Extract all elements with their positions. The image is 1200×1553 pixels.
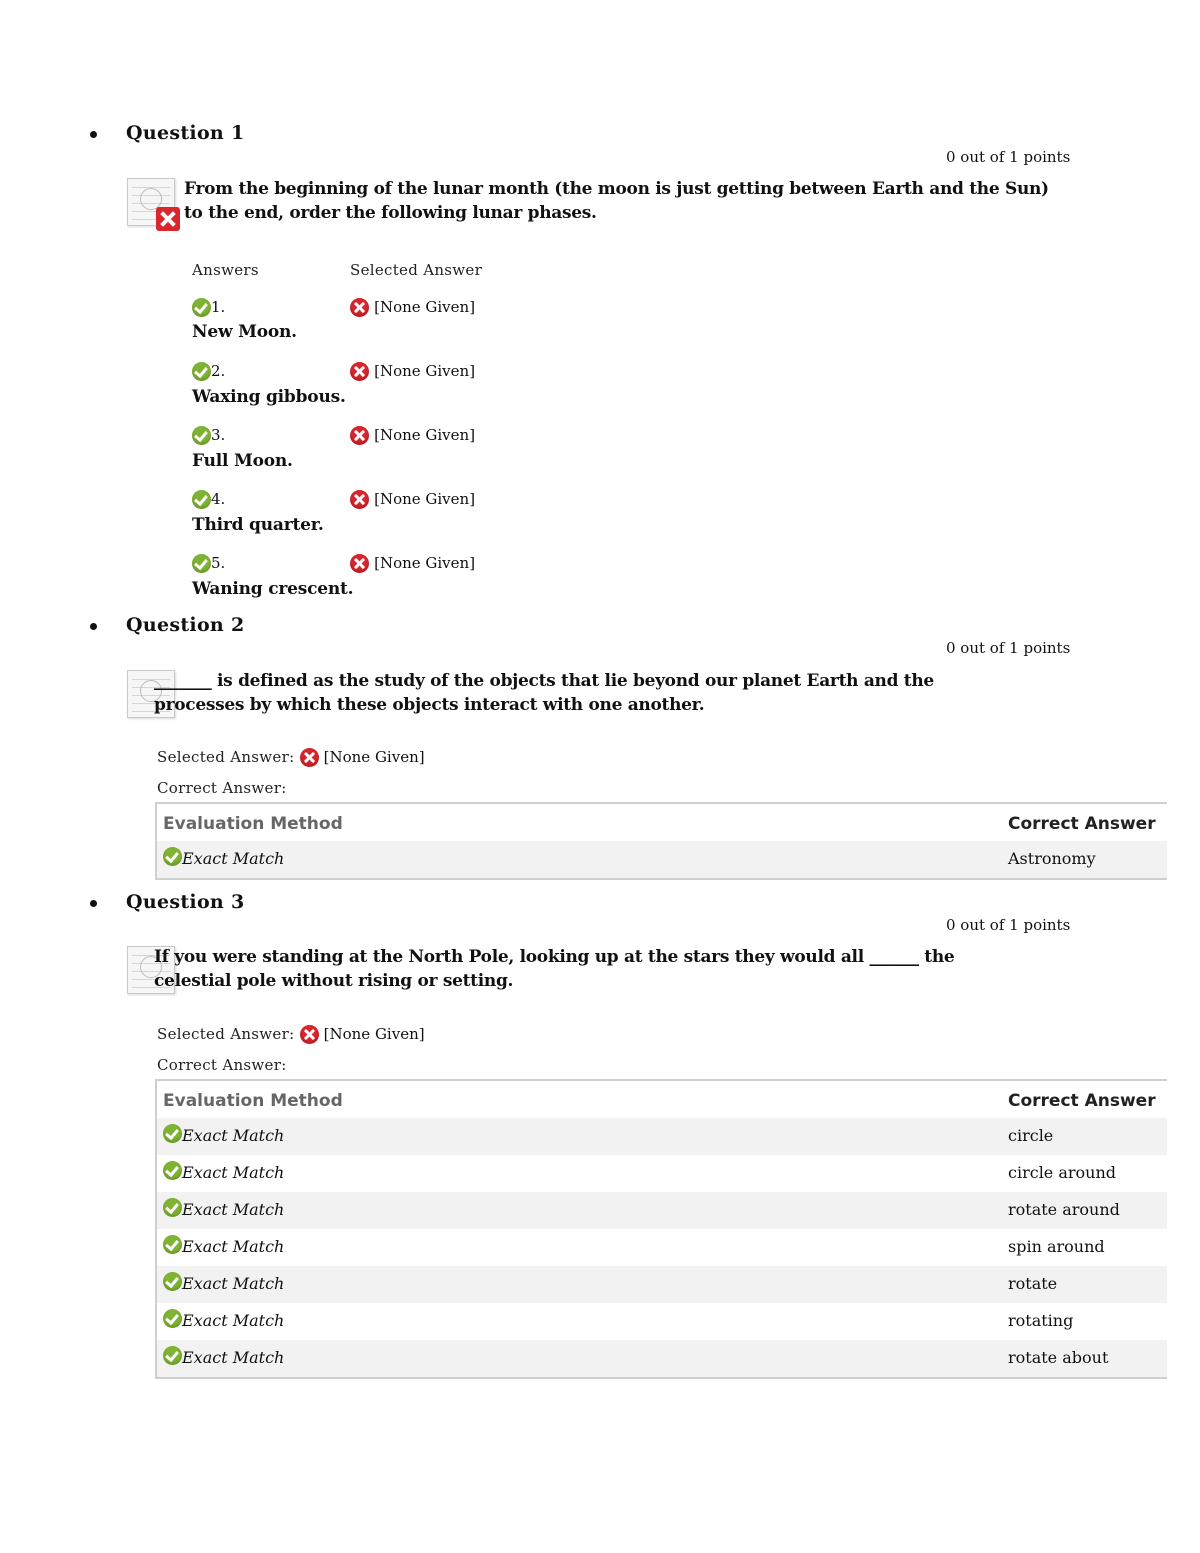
table-row	[157, 841, 1167, 878]
check-circle-icon	[163, 1124, 182, 1143]
selected-answer-value: [None Given]	[323, 1025, 425, 1043]
method-value: Exact Match	[182, 1126, 285, 1145]
table-row	[157, 1340, 1167, 1377]
question-points: 0 out of 1 points	[946, 916, 1071, 934]
method-cell	[163, 1237, 284, 1257]
check-circle-icon	[192, 426, 211, 445]
method-value: Exact Match	[182, 1237, 285, 1256]
x-circle-icon	[350, 298, 369, 317]
x-circle-icon	[350, 554, 369, 573]
answer-row	[192, 489, 225, 509]
answer-row	[192, 425, 225, 445]
column-header-answer: Correct Answer	[1008, 1091, 1156, 1111]
x-circle-icon	[350, 426, 369, 445]
evaluation-table	[155, 1079, 1167, 1379]
selected-answer-value: [None Given]	[323, 748, 425, 766]
answer-row	[192, 553, 225, 573]
answer-value: rotate	[1008, 1274, 1058, 1293]
method-cell	[163, 1348, 284, 1368]
column-header-method: Evaluation Method	[163, 1091, 343, 1111]
check-circle-icon	[192, 490, 211, 509]
question-title: Question 3	[126, 891, 245, 913]
answer-row	[192, 297, 225, 317]
check-circle-icon	[163, 1235, 182, 1254]
check-circle-icon	[163, 1161, 182, 1180]
method-cell	[163, 1274, 284, 1294]
selected-answer-value: [None Given]	[374, 298, 476, 316]
answer-value: Astronomy	[1008, 849, 1096, 868]
correct-answer-label: Correct Answer:	[157, 1056, 287, 1074]
evaluation-table	[155, 802, 1167, 880]
answer-number: 2.	[211, 362, 226, 380]
method-value: Exact Match	[182, 1311, 285, 1330]
check-circle-icon	[163, 1198, 182, 1217]
selected-answer-value: [None Given]	[374, 426, 476, 444]
question-text: _______ is defined as the study of the objects that lie beyond our planet Earth and the processes by which these objects interact with one another.	[154, 671, 934, 715]
table-row	[157, 1266, 1167, 1303]
method-value: Exact Match	[182, 1348, 285, 1367]
table-row	[157, 1303, 1167, 1340]
selected-answer	[350, 297, 475, 317]
question-text: If you were standing at the North Pole, looking up at the stars they would all ______ the celestial pole without rising or setting.	[154, 947, 955, 991]
selected-answer	[350, 361, 475, 381]
method-value: Exact Match	[182, 1163, 285, 1182]
answer-text: Third quarter.	[192, 515, 324, 535]
answer-row	[192, 361, 225, 381]
selected-answer	[157, 747, 425, 767]
selected-answer	[350, 489, 475, 509]
selected-answer-header: Selected Answer	[350, 261, 483, 279]
selected-answer-value: [None Given]	[374, 490, 476, 508]
selected-answer	[350, 425, 475, 445]
answer-number: 1.	[211, 298, 226, 316]
column-header-answer: Correct Answer	[1008, 814, 1156, 834]
check-circle-icon	[163, 1272, 182, 1291]
selected-answer-label: Selected Answer:	[157, 1025, 295, 1043]
method-cell	[163, 1200, 284, 1220]
question-title: Question 1	[126, 122, 245, 144]
check-circle-icon	[163, 1346, 182, 1365]
answer-value: rotate about	[1008, 1348, 1109, 1367]
check-circle-icon	[192, 362, 211, 381]
x-circle-icon	[300, 748, 319, 767]
x-circle-icon	[350, 490, 369, 509]
x-circle-icon	[300, 1025, 319, 1044]
table-row	[157, 1192, 1167, 1229]
method-value: Exact Match	[182, 849, 285, 868]
method-value: Exact Match	[182, 1274, 285, 1293]
selected-answer	[157, 1024, 425, 1044]
method-cell	[163, 849, 284, 869]
table-header-row	[157, 804, 1167, 841]
answer-value: rotate around	[1008, 1200, 1120, 1219]
answers-header: Answers	[192, 261, 259, 279]
check-circle-icon	[163, 1309, 182, 1328]
answer-number: 3.	[211, 426, 226, 444]
check-circle-icon	[192, 298, 211, 317]
answer-number: 4.	[211, 490, 226, 508]
check-circle-icon	[163, 847, 182, 866]
question-title: Question 2	[126, 614, 245, 636]
column-header-method: Evaluation Method	[163, 814, 343, 834]
x-circle-icon	[350, 362, 369, 381]
table-row	[157, 1229, 1167, 1266]
question-points: 0 out of 1 points	[946, 148, 1071, 166]
selected-answer-label: Selected Answer:	[157, 748, 295, 766]
method-cell	[163, 1311, 284, 1331]
bullet	[90, 131, 97, 138]
method-cell	[163, 1126, 284, 1146]
answer-text: Waxing gibbous.	[192, 387, 346, 407]
bullet	[90, 623, 97, 630]
answer-value: circle	[1008, 1126, 1054, 1145]
question-points: 0 out of 1 points	[946, 639, 1071, 657]
answer-text: Full Moon.	[192, 451, 293, 471]
question-text: From the beginning of the lunar month (the moon is just getting between Earth and the Sun) to the end, order the following lunar phases.	[184, 179, 1049, 223]
table-row	[157, 1155, 1167, 1192]
answer-value: rotating	[1008, 1311, 1074, 1330]
selected-answer-value: [None Given]	[374, 362, 476, 380]
question-incorrect-icon	[127, 178, 175, 226]
answer-value: spin around	[1008, 1237, 1105, 1256]
selected-answer-value: [None Given]	[374, 554, 476, 572]
table-header-row	[157, 1081, 1167, 1118]
method-cell	[163, 1163, 284, 1183]
method-value: Exact Match	[182, 1200, 285, 1219]
answer-value: circle around	[1008, 1163, 1117, 1182]
check-circle-icon	[192, 554, 211, 573]
table-row	[157, 1118, 1167, 1155]
correct-answer-label: Correct Answer:	[157, 779, 287, 797]
answer-number: 5.	[211, 554, 226, 572]
answer-text: New Moon.	[192, 322, 297, 342]
bullet	[90, 900, 97, 907]
answer-text: Waning crescent.	[192, 579, 354, 599]
selected-answer	[350, 553, 475, 573]
